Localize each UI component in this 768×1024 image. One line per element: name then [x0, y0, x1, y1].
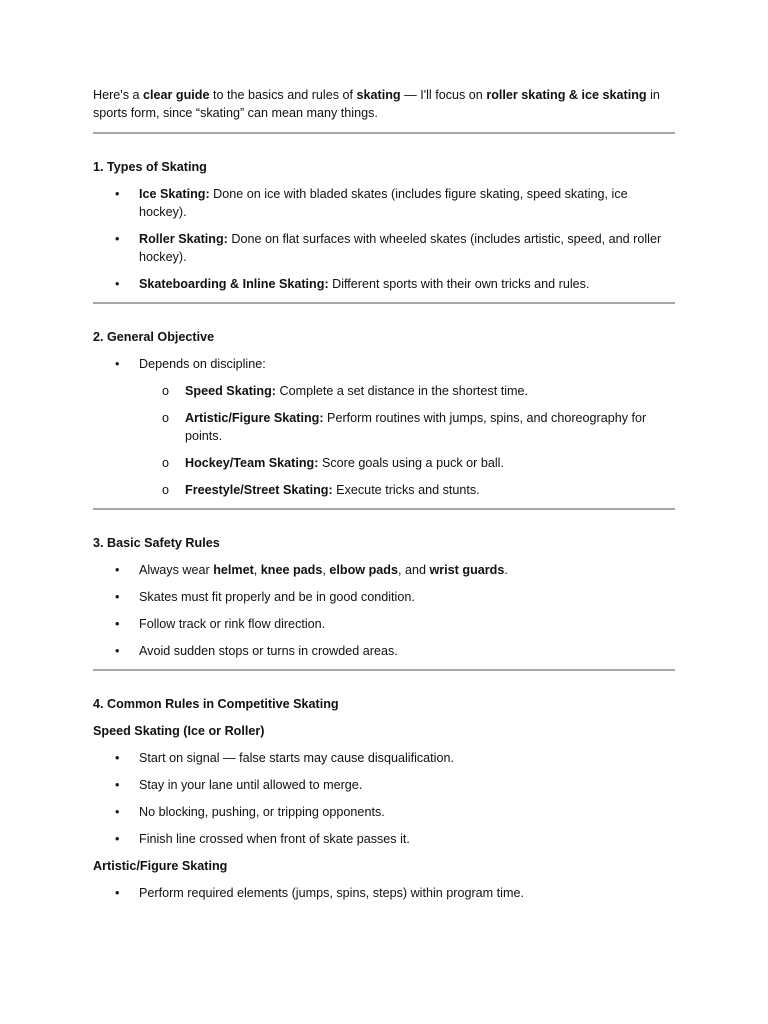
section-title-objective: 2. General Objective — [93, 330, 215, 344]
list-item: • Perform required elements (jumps, spins, steps) within program time. — [93, 884, 675, 902]
list-item — [93, 230, 675, 266]
artistic-rules-list — [93, 884, 675, 902]
intro-text: Here's a — [93, 88, 143, 102]
sub-list-item — [139, 382, 675, 400]
item-text: Done on ice with bladed skates (includes figure skating, speed skating, ice hockey). — [139, 187, 628, 219]
item-text: Always wear — [139, 563, 214, 577]
intro-text: in sports form, since “skating” can mean many things. — [93, 88, 660, 120]
gear-helmet: helmet — [213, 563, 254, 577]
item-text: , — [253, 563, 261, 577]
item-term: Hockey/Team Skating: — [185, 456, 319, 470]
section-title-safety: 3. Basic Safety Rules — [93, 536, 220, 550]
item-term: Artistic/Figure Skating: — [185, 411, 324, 425]
section-divider — [93, 132, 675, 134]
item-term: Freestyle/Street Skating: — [185, 483, 333, 497]
list-item: • Stay in your lane until allowed to merge. — [93, 776, 675, 794]
item-term: Skateboarding & Inline Skating: — [139, 277, 329, 291]
intro-bold-roller-ice: roller skating & ice skating — [486, 88, 647, 102]
intro-bold-skating: skating — [356, 88, 401, 102]
objective-list — [93, 355, 675, 499]
section-divider — [93, 508, 675, 510]
section-divider — [93, 669, 675, 671]
gear-wrist-guards: wrist guards — [429, 563, 505, 577]
item-text: , — [322, 563, 330, 577]
intro-paragraph — [93, 86, 675, 122]
list-item — [93, 185, 675, 221]
item-text: Perform routines with jumps, spins, and choreography for points. — [185, 411, 647, 443]
intro-text: to the basics and rules of — [209, 88, 357, 102]
subsection-title-artistic: Artistic/Figure Skating — [93, 859, 228, 873]
list-item — [93, 275, 675, 293]
item-term: Ice Skating: — [139, 187, 210, 201]
list-item — [93, 561, 675, 579]
list-item: • Avoid sudden stops or turns in crowded areas. — [93, 642, 675, 660]
list-item: • No blocking, pushing, or tripping opponents. — [93, 803, 675, 821]
item-term: Roller Skating: — [139, 232, 228, 246]
list-item — [93, 355, 675, 499]
item-text: Score goals using a puck or ball. — [318, 456, 504, 470]
item-text: Different sports with their own tricks and rules. — [328, 277, 590, 291]
speed-rules-list — [93, 749, 675, 848]
list-item: • Start on signal — false starts may cause disqualification. — [93, 749, 675, 767]
item-term: Speed Skating: — [185, 384, 276, 398]
sub-list-item — [139, 481, 675, 499]
subsection-title-speed: Speed Skating (Ice or Roller) — [93, 724, 265, 738]
gear-knee-pads: knee pads — [260, 563, 323, 577]
section-divider — [93, 302, 675, 304]
list-item: • Follow track or rink flow direction. — [93, 615, 675, 633]
item-text: Complete a set distance in the shortest time. — [275, 384, 528, 398]
section-title-competitive: 4. Common Rules in Competitive Skating — [93, 697, 339, 711]
discipline-list — [139, 382, 675, 499]
item-text: Done on flat surfaces with wheeled skates (includes artistic, speed, and roller hockey). — [139, 232, 662, 264]
list-item: • Skates must fit properly and be in good condition. — [93, 588, 675, 606]
sub-list-item — [139, 454, 675, 472]
item-text: , and — [397, 563, 430, 577]
item-text: . — [504, 563, 508, 577]
safety-list — [93, 561, 675, 660]
sub-list-item — [139, 409, 675, 445]
types-list — [93, 185, 675, 293]
intro-bold-clear-guide: clear guide — [143, 88, 210, 102]
item-text: Execute tricks and stunts. — [332, 483, 480, 497]
list-item: • Finish line crossed when front of skate passes it. — [93, 830, 675, 848]
gear-elbow-pads: elbow pads — [329, 563, 398, 577]
document-body — [93, 86, 675, 911]
intro-text: — I'll focus on — [400, 88, 487, 102]
item-text: Depends on discipline: — [139, 357, 266, 371]
section-title-types: 1. Types of Skating — [93, 160, 207, 174]
